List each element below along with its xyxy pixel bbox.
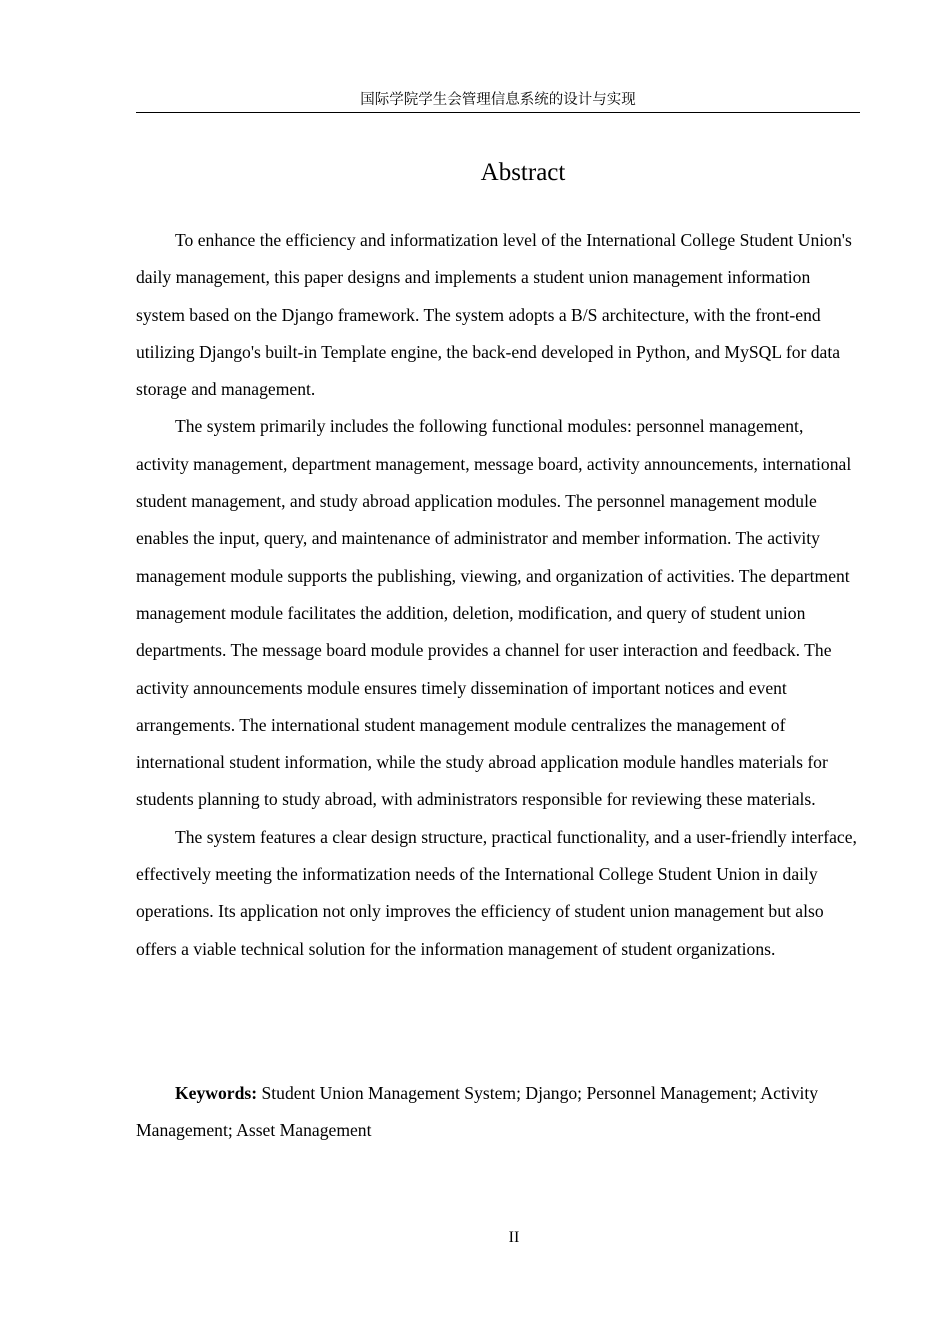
abstract-paragraph-3: The system features a clear design structure, practical functionality, and a user-friendly interface, effectively meeting the informatization needs of the International College Student Union in daily operations. Its application not only improves the efficiency of student union management but also offers a viable technical solution for the information management of student organizations. [136, 826, 857, 959]
abstract-paragraph-1: To enhance the efficiency and informatization level of the International College Student Union's daily management, this paper designs and implements a student union management information system based on the Django framework. The system adopts a B/S architecture, with the front-end utilizing Django's built-in Template engine, the back-end developed in Python, and MySQL for data storage and management. [136, 230, 852, 400]
abstract-paragraph-2: The system primarily includes the following functional modules: personnel management, activity management, department management, message board, activity announcements, international student management, and study abroad application modules. The personnel management module enables the input, query, and maintenance of administrator and member information. The activity management module supports the publishing, viewing, and organization of activities. The department management module facilitates the addition, deletion, modification, and query of student union departments. The message board module provides a channel for user interaction and feedback. The activity announcements module ensures timely dissemination of important notices and event arrangements. The international student management module centralizes the management of international student information, while the study abroad application module handles materials for students planning to study abroad, with administrators responsible for reviewing these materials. [136, 416, 852, 810]
keywords-line [136, 1075, 860, 1150]
abstract-body [136, 222, 860, 968]
running-header: 国际学院学生会管理信息系统的设计与实现 [136, 90, 860, 113]
page-number: II [508, 1229, 520, 1246]
keywords-text: Student Union Management System; Django; Personnel Management; Activity Management; Asset Management [136, 1083, 819, 1141]
keywords-label: Keywords: [175, 1083, 258, 1103]
abstract-title: Abstract [480, 159, 566, 186]
